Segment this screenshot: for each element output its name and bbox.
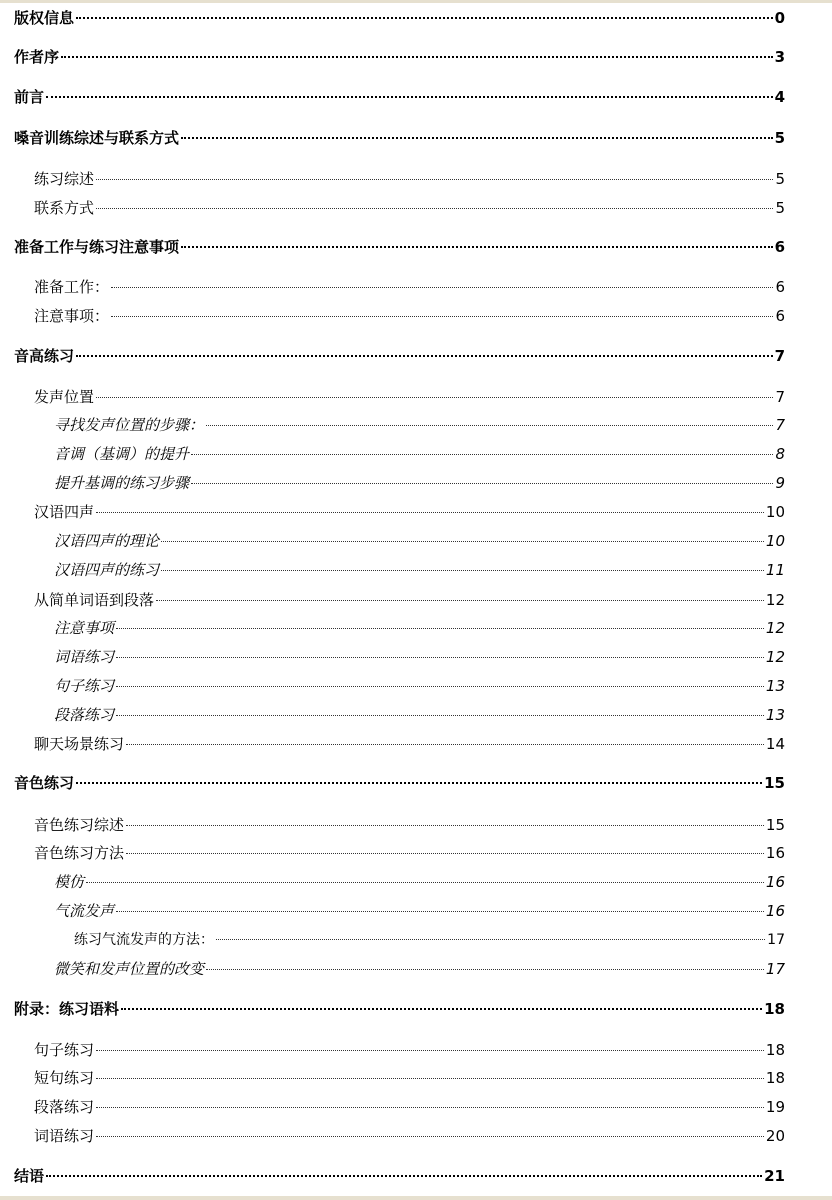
toc-entry-page-number: 7	[775, 416, 785, 434]
toc-dot-leader	[191, 483, 773, 484]
toc-entry-title: 聊天场景练习	[34, 735, 125, 753]
toc-entry-title: 音色练习综述	[34, 816, 125, 834]
toc-entry[interactable]	[34, 813, 785, 837]
toc-entry-title: 段落练习	[34, 1098, 95, 1116]
toc-dot-leader	[46, 1175, 762, 1177]
toc-entry[interactable]	[14, 997, 785, 1021]
toc-entry-page-number: 7	[774, 347, 785, 365]
toc-entry-page-number: 12	[765, 648, 785, 666]
toc-entry-title: 从简单词语到段落	[34, 591, 155, 609]
toc-entry-page-number: 5	[775, 199, 785, 217]
toc-entry[interactable]	[34, 500, 785, 524]
toc-entry-page-number: 13	[765, 706, 785, 724]
toc-dot-leader	[126, 825, 764, 826]
toc-dot-leader	[206, 969, 764, 970]
toc-entry[interactable]	[54, 471, 785, 495]
toc-entry[interactable]	[14, 85, 785, 109]
toc-dot-leader	[96, 397, 773, 398]
toc-dot-leader	[116, 628, 764, 629]
toc-entry-page-number: 4	[774, 88, 785, 106]
toc-dot-leader	[126, 744, 764, 745]
toc-entry-page-number: 21	[764, 1167, 785, 1185]
toc-dot-leader	[111, 287, 773, 288]
toc-entry-page-number: 15	[764, 774, 785, 792]
toc-dot-leader	[116, 686, 764, 687]
toc-dot-leader	[96, 1107, 764, 1108]
toc-entry[interactable]	[34, 1066, 785, 1090]
toc-entry-title: 注意事项：	[34, 307, 110, 325]
toc-entry[interactable]	[54, 645, 785, 669]
toc-entry-title: 音色练习方法	[34, 844, 125, 862]
toc-entry-page-number: 20	[765, 1127, 785, 1145]
toc-dot-leader	[126, 853, 764, 854]
toc-entry-title: 短句练习	[34, 1069, 95, 1087]
toc-entry-title: 气流发声	[54, 902, 115, 920]
toc-entry[interactable]	[34, 167, 785, 191]
toc-entry[interactable]	[14, 1164, 785, 1188]
toc-entry-page-number: 12	[765, 619, 785, 637]
toc-entry-page-number: 6	[775, 278, 785, 296]
toc-entry-page-number: 16	[765, 902, 785, 920]
toc-entry[interactable]	[54, 442, 785, 466]
toc-entry-title: 音色练习	[14, 774, 75, 792]
toc-entry-page-number: 17	[765, 960, 785, 978]
toc-entry-title: 模仿	[54, 873, 85, 891]
page-bottom-border	[0, 1196, 832, 1200]
toc-entry-page-number: 11	[765, 561, 785, 579]
toc-entry-page-number: 12	[765, 591, 785, 609]
toc-entry-title: 版权信息	[14, 9, 75, 27]
toc-entry-title: 联系方式	[34, 199, 95, 217]
toc-entry-title: 词语练习	[34, 1127, 95, 1145]
toc-entry-title: 汉语四声的练习	[54, 561, 160, 579]
toc-dot-leader	[191, 454, 773, 455]
toc-entry-title: 提升基调的练习步骤	[54, 474, 190, 492]
toc-entry[interactable]	[34, 385, 785, 409]
toc-entry[interactable]	[34, 588, 785, 612]
toc-dot-leader	[116, 657, 764, 658]
toc-entry-title: 词语练习	[54, 648, 115, 666]
toc-dot-leader	[216, 939, 765, 940]
toc-entry[interactable]	[54, 616, 785, 640]
toc-entry-page-number: 14	[765, 735, 785, 753]
toc-dot-leader	[161, 541, 764, 542]
toc-entry-page-number: 13	[765, 677, 785, 695]
toc-dot-leader	[96, 208, 773, 209]
toc-entry-page-number: 5	[774, 129, 785, 147]
toc-entry[interactable]	[54, 558, 785, 582]
toc-dot-leader	[121, 1008, 762, 1010]
toc-dot-leader	[96, 1078, 764, 1079]
toc-entry-page-number: 0	[774, 9, 785, 27]
toc-dot-leader	[181, 246, 773, 248]
toc-dot-leader	[181, 137, 773, 139]
toc-entry-title: 练习综述	[34, 170, 95, 188]
toc-entry-title: 句子练习	[54, 677, 115, 695]
toc-entry-title: 发声位置	[34, 388, 95, 406]
toc-dot-leader	[76, 17, 773, 19]
toc-entry-title: 作者序	[14, 48, 60, 66]
toc-dot-leader	[161, 570, 764, 571]
toc-entry[interactable]	[34, 1095, 785, 1119]
toc-entry-title: 准备工作：	[34, 278, 110, 296]
toc-entry-title: 附录：练习语料	[14, 1000, 120, 1018]
toc-dot-leader	[76, 782, 762, 784]
toc-entry-title: 练习气流发声的方法：	[74, 932, 214, 948]
toc-entry-page-number: 17	[767, 932, 785, 948]
toc-dot-leader	[96, 179, 773, 180]
toc-dot-leader	[156, 600, 764, 601]
toc-dot-leader	[76, 355, 773, 357]
toc-entry-page-number: 16	[765, 873, 785, 891]
toc-entry-page-number: 6	[775, 307, 785, 325]
toc-entry[interactable]	[34, 196, 785, 220]
toc-entry-page-number: 18	[764, 1000, 785, 1018]
toc-entry-page-number: 19	[765, 1098, 785, 1116]
toc-entry[interactable]	[14, 344, 785, 368]
toc-entry[interactable]	[34, 275, 785, 299]
toc-entry-title: 音高练习	[14, 347, 75, 365]
toc-entry[interactable]	[54, 674, 785, 698]
toc-dot-leader	[116, 911, 764, 912]
toc-entry-title: 注意事项	[54, 619, 115, 637]
toc-entry-page-number: 8	[775, 445, 785, 463]
toc-entry-title: 汉语四声的理论	[54, 532, 160, 550]
toc-entry[interactable]	[54, 413, 785, 437]
toc-entry[interactable]	[34, 304, 785, 328]
toc-entry-page-number: 7	[775, 388, 785, 406]
toc-entry[interactable]	[54, 899, 785, 923]
toc-entry[interactable]	[54, 529, 785, 553]
toc-entry[interactable]	[34, 841, 785, 865]
toc-entry-page-number: 15	[765, 816, 785, 834]
toc-entry-page-number: 6	[774, 238, 785, 256]
toc-entry-page-number: 18	[765, 1069, 785, 1087]
toc-entry[interactable]	[54, 957, 785, 981]
toc-entry-title: 段落练习	[54, 706, 115, 724]
toc-entry[interactable]	[34, 1038, 785, 1062]
toc-entry[interactable]	[74, 928, 785, 952]
toc-entry[interactable]	[14, 45, 785, 69]
toc-entry-page-number: 16	[765, 844, 785, 862]
toc-entry[interactable]	[14, 6, 785, 30]
toc-entry[interactable]	[54, 870, 785, 894]
toc-dot-leader	[86, 882, 764, 883]
toc-entry-title: 寻找发声位置的步骤：	[54, 416, 205, 434]
toc-dot-leader	[206, 425, 773, 426]
toc-dot-leader	[61, 56, 773, 58]
toc-entry[interactable]	[34, 732, 785, 756]
toc-entry[interactable]	[14, 235, 785, 259]
toc-entry-page-number: 10	[765, 532, 785, 550]
toc-dot-leader	[116, 715, 764, 716]
toc-entry-page-number: 5	[775, 170, 785, 188]
toc-entry-title: 准备工作与练习注意事项	[14, 238, 180, 256]
toc-entry-title: 音调（基调）的提升	[54, 445, 190, 463]
toc-entry-page-number: 18	[765, 1041, 785, 1059]
toc-entry-page-number: 9	[775, 474, 785, 492]
toc-entry-title: 汉语四声	[34, 503, 95, 521]
toc-dot-leader	[111, 316, 773, 317]
toc-dot-leader	[46, 96, 773, 98]
toc-entry-title: 嗓音训练综述与联系方式	[14, 129, 180, 147]
toc-dot-leader	[96, 1136, 764, 1137]
toc-entry-title: 结语	[14, 1167, 45, 1185]
toc-entry-title: 句子练习	[34, 1041, 95, 1059]
toc-entry[interactable]	[34, 1124, 785, 1148]
toc-entry[interactable]	[54, 703, 785, 727]
toc-entry[interactable]	[14, 126, 785, 150]
toc-entry-title: 前言	[14, 88, 45, 106]
toc-entry[interactable]	[14, 771, 785, 795]
toc-dot-leader	[96, 512, 764, 513]
toc-entry-page-number: 10	[765, 503, 785, 521]
toc-dot-leader	[96, 1050, 764, 1051]
toc-entry-page-number: 3	[774, 48, 785, 66]
toc-entry-title: 微笑和发声位置的改变	[54, 960, 205, 978]
